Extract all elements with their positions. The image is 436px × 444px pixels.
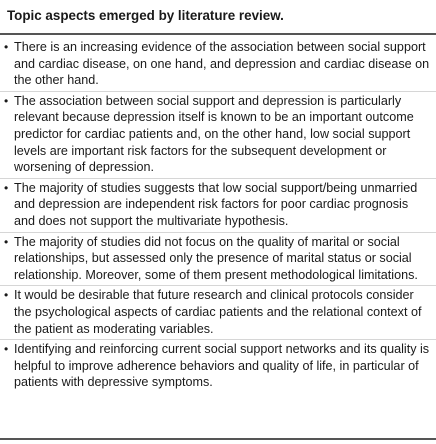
list-item xyxy=(0,178,436,232)
list-item-text: The majority of studies did not focus on the quality of marital or social relationships, but assessed only the presence of marital status or social relationship. Moreover, some of them present methodological limitations. xyxy=(14,234,418,282)
list-item xyxy=(0,339,436,393)
bullet-icon: • xyxy=(4,342,9,357)
footer-rule xyxy=(0,438,436,440)
list-item xyxy=(0,285,436,339)
bullet-icon: • xyxy=(4,93,9,108)
bullet-icon: • xyxy=(4,40,9,54)
list-item-text: Identifying and reinforcing current social support networks and its quality is helpful to improve adherence behaviors and quality of life, in particular of patients with depressive symptoms. xyxy=(14,342,430,390)
header-rule xyxy=(0,33,436,35)
topic-aspects-list xyxy=(0,38,436,393)
list-item-text: The majority of studies suggests that low social support/being unmarried and depression are independent risk factors for poor cardiac prognosis and does not support the multivariate hypothesis. xyxy=(14,180,418,228)
bullet-icon: • xyxy=(4,180,9,195)
list-item-text: It would be desirable that future research and clinical protocols consider the psychological aspects of cardiac patients and the relational context of the patient as moderating variables. xyxy=(14,288,422,336)
bullet-icon: • xyxy=(4,288,9,303)
bullet-icon: • xyxy=(4,234,9,249)
list-item-text: The association between social support and depression is particularly relevant because depression itself is known to be an important outcome predictor for cardiac patients and, on the other hand, low social support levels are important risk factors for the subsequent development or worsening of depression. xyxy=(14,93,414,175)
table-title: Topic aspects emerged by literature review. xyxy=(7,8,284,23)
list-item xyxy=(0,38,436,91)
list-item xyxy=(0,232,436,286)
list-item xyxy=(0,91,436,178)
list-item-text: There is an increasing evidence of the association between social support and cardiac disease, on one hand, and depression and cardiac disease on the other hand. xyxy=(14,40,430,88)
